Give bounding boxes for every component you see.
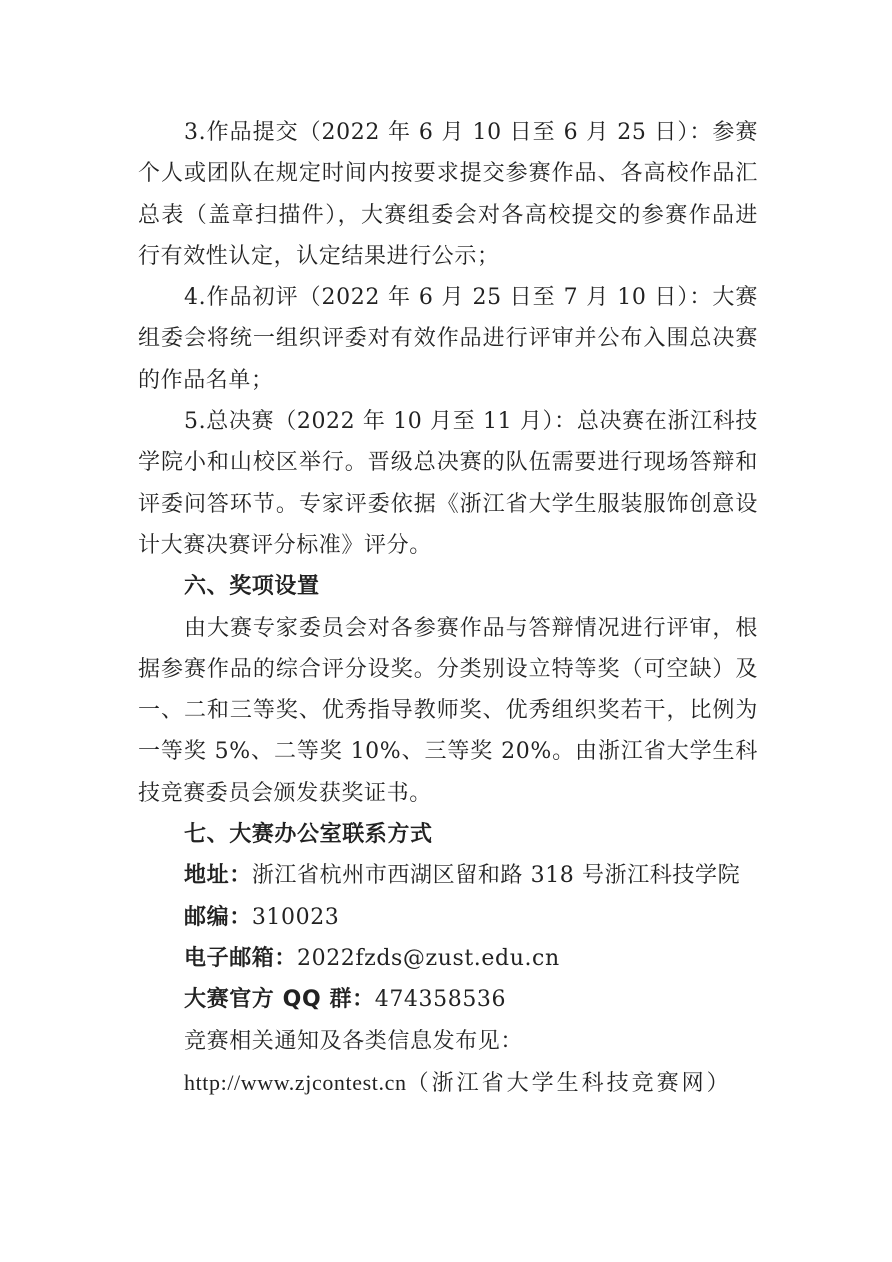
- postcode-label: 邮编：: [184, 904, 252, 930]
- postcode-value: 310023: [251, 904, 340, 930]
- email-label: 电子邮箱：: [184, 945, 298, 971]
- qq-value: 474358536: [374, 987, 507, 1013]
- awards-body: 由大赛专家委员会对各参赛作品与答辩情况进行评审，根据参赛作品的综合评分设奖。分类别设立特等奖（可空缺）及一、二和三等奖、优秀指导教师奖、优秀组织奖若干，比例为一等奖 5%、二等奖 10%、三等奖 20%。由浙江省大学生科技竞赛委员会颁发获奖证书。: [138, 615, 758, 806]
- contest-url-note: （浙江省大学生科技竞赛网）: [406, 1070, 732, 1096]
- contact-heading: 七、大赛办公室联系方式: [184, 822, 433, 848]
- schedule-item-4: 4.作品初评（2022 年 6 月 25 日至 7 月 10 日）：大赛组委会将统一组织评委对有效作品进行评审并公布入围总决赛的作品名单；: [138, 285, 758, 393]
- email-value: 2022fzds@zust.edu.cn: [297, 945, 560, 971]
- contact-email: [138, 938, 758, 979]
- address-value: 浙江省杭州市西湖区留和路 318 号浙江科技学院: [251, 863, 741, 889]
- contest-url: http://www.zjcontest.cn: [184, 1069, 407, 1095]
- schedule-item-5: 5.总决赛（2022 年 10 月至 11 月）：总决赛在浙江科技学院小和山校区举行。晋级总决赛的队伍需要进行现场答辩和评委问答环节。专家评委依据《浙江省大学生服装服饰创意设计大赛决赛评分标准》评分。: [138, 409, 758, 558]
- notice-text: 竞赛相关通知及各类信息发布见：: [184, 1028, 524, 1054]
- address-label: 地址：: [184, 863, 252, 889]
- schedule-item-3: 3.作品提交（2022 年 6 月 10 日至 6 月 25 日）：参赛个人或团队在规定时间内按要求提交参赛作品、各高校作品汇总表（盖章扫描件），大赛组委会对各高校提交的参赛作品进行有效性认定，认定结果进行公示；: [138, 120, 758, 269]
- qq-label: 大赛官方 QQ 群：: [184, 987, 375, 1013]
- document-page: [138, 112, 758, 1104]
- contact-postcode: [138, 897, 758, 938]
- contact-qq: [138, 979, 758, 1020]
- contact-address: [138, 855, 758, 896]
- contest-url-line: [138, 1062, 758, 1104]
- awards-heading: 六、奖项设置: [184, 574, 320, 600]
